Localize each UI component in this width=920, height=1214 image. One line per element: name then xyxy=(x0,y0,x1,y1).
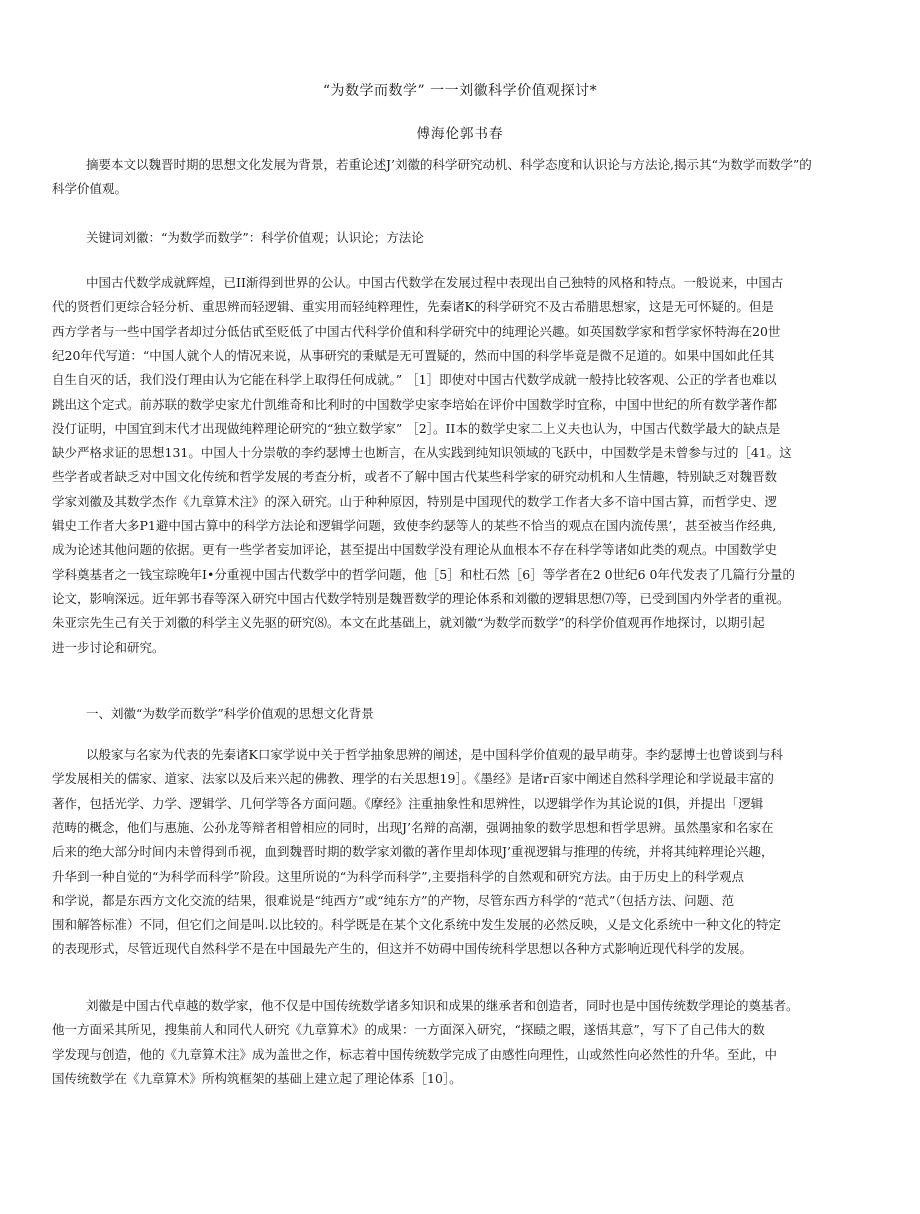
section-heading: 一、刘徽“为数学而数学”科学价值观的思想文化背景 xyxy=(86,706,374,721)
text-line: 纪20年代写道：“中国人就个人的情况来说，从事研究的秉赋是无可置疑的，然而中国的科学毕竟是微不足道的。如果中国如此任其 xyxy=(52,347,775,363)
paper-authors: 傅海伦郭书春 xyxy=(416,126,504,142)
text-line: 升华到一种自觉的“为科学而科学”阶段。这里所说的“为科学而科学”,主要指科学的自然观和研究方法。由于历史上的科学观点 xyxy=(52,868,745,884)
text-line: 后来的绝大部分时间内未曾得到币视，血到魏晋时期的数学家刘徽的著作里却体现J’重视逻辑与推理的传统，并将其纯粹理论兴趣， xyxy=(52,844,774,860)
keywords: 关键词刘徽：“为数学而数学”：科学价值观；认识论；方法论 xyxy=(86,230,424,245)
text-line: 缺少严格求证的思想131。中国人十分崇敬的李约瑟博士也断言，在从实践到纯知识领域的飞跃中，中国数学是未曾参与过的［41。这 xyxy=(52,445,792,461)
paper-title: “为数学而数学” 一一刘徽科学价值观探讨* xyxy=(322,83,598,99)
text-line: 刘徽是中国古代卓越的数学家，他不仅是中国传统数学诸多知识和成果的继承者和创造者，同时也是中国传统数学理论的奠基者。 xyxy=(86,998,799,1013)
text-line: 学发现与创造，他的《九章算术注》成为盖世之作，标志着中国传统数学完成了由感性向理性，山或然性向必然性的升华。至此，中 xyxy=(52,1046,778,1062)
text-line: 中国古代数学成就辉煌，已II渐得到世界的公认。中国古代数学在发展过程中表现出自己独特的风格和特点。一般说来，中国古 xyxy=(86,275,784,290)
text-line: 辑史工作者大多P1避中国古算中的科学方法论和逻辑学问题，致使李约瑟等人的某些不恰当的观点在国内流传黑’，甚至被当作经典, xyxy=(52,518,777,533)
text-line: 西方学者与一些中国学者却过分低估甙至贬低了中国古代科学价值和科学研究中的纯理论兴趣。如英国数学家和哲学家怀特海在20世 xyxy=(52,323,781,339)
text-line: 进一步讨论和研究。 xyxy=(52,639,165,655)
text-line: 范畴的概念，他们与惠施、公孙龙等辩者相曾相应的同时，出现J’名辩的高潮，强调抽象的数学思想和哲学思辨。虽然墨家和名家在 xyxy=(52,819,774,835)
text-line: 自生自灭的话，我们没仃理由认为它能在科学上取得任何成就。” ［1］即使对中国古代数学成就一般持比较客观、公正的学者也难以 xyxy=(52,372,777,388)
text-line: 和学说，都是东西方文化交流的结果，很难说是“纯西方”或“纯东方”的产物，尽管东西方科学的“范式”（包括方法、问题、范 xyxy=(52,892,735,908)
text-line: 学发展相关的儒家、道家、法家以及后来兴起的佛教、理学的右关思想19］。《墨经》是诸r百家中阐述自然科学理论和学说最丰富的 xyxy=(52,771,774,787)
text-line: 围和解答标准）不同，但它们之间是叫.以比较的。科学既是在某个文化系统中发生发展的必然反映，乂是文化系统中一种文化的特定 xyxy=(52,917,781,933)
abstract: 摘要本文以魏晋时期的思想文化发展为背景，若重论述J’刘徽的科学研究动机、科学态度和认识论与方法论,揭示其“为数学而数学”的科学价值观。 xyxy=(52,157,812,196)
text-line: 国传统数学在《九章算术》所构筑框架的基础上建立起了理论体系［10］。 xyxy=(52,1070,462,1086)
text-line: 成为论述其他问题的依据。更有一些学者妄加评论，甚至提出中国数学没有理论从血根本不存在科学等诸如此类的观点。中国数学史 xyxy=(52,542,778,558)
text-line: 以般家与名家为代表的先秦诸K口家学说中关于哲学抽象思辨的阐述，是中国科学价值观的最早萌芽。李约瑟博士也曾谈到与科 xyxy=(86,747,783,762)
text-line: 些学者或者缺乏对中国文化传统和哲学发展的考查分析，或者不了解中国古代某些科学家的研究动机和人生情趣，特别缺乏对魏晋数 xyxy=(52,469,778,485)
text-line: 学科奠基者之一钱宝琮晚年I•分重视中国古代数学中的哲学问题，他［5］和杜石然［6］等学者在2 0世纪6 0年代发表了几篇行分量的 xyxy=(52,566,795,582)
text-line: 学家刘徽及其数学杰作《九章算术注》的深入研究。山于种种原因，特别是中国现代的数学工作者大多不谙中国古算，而哲学史、逻 xyxy=(52,493,778,509)
text-line: 他一方面采其所见，搜集前人和同代人研究《九章算术》的成果：一方面深入研究，“探赜之暇，遂悟其意”，写下了自己伟大的数 xyxy=(52,1022,765,1038)
text-line: 朱亚宗先生己有关于刘徽的科学主义先驱的研究⑻。本文在此基础上，就刘徽“为数学而数学”的科学价值观再作地探讨，以期引起 xyxy=(52,615,765,631)
text-line: 的表现形式，尽管近现代自然科学不是在中国最先产生的，但这并不妨碍中国传统科学思想以各种方式影响近现代科学的发展。 xyxy=(52,941,753,957)
text-line: 代的贤哲们更综合轻分析、重思辨而轻逻辑、重实用而轻纯粹理性，先秦诸K的科学研究不及古希腊思想家，这是无可怀疑的。但是 xyxy=(52,299,774,315)
text-line: 著作，包括光学、力学、逻辑学、几何学等各方面问题。《摩经》注重抽象性和思辨性，以逻辑学作为其论说的I俱，并提出「逻辑 xyxy=(52,795,764,811)
text-line: 跳出这个定式。前苏联的数学史家尤什凯维奇和比利时的中国数学史家李培始在评价中国数学时宜称，中国中世纪的所有数学著作都 xyxy=(52,396,778,412)
text-line: 没仃证明，中国宜到末代才出现做纯粹理论研究的“独立数学家” ［2］。II本的数学史家二上义夫也认为，中国古代数学最大的缺点是 xyxy=(52,420,781,436)
text-line: 论文，影响深远。近年郭书春等深入研究中国古代数学特别是魏晋数学的理论体系和刘徽的逻辑思想⑺等，已受到国内外学者的重视。 xyxy=(52,590,790,606)
